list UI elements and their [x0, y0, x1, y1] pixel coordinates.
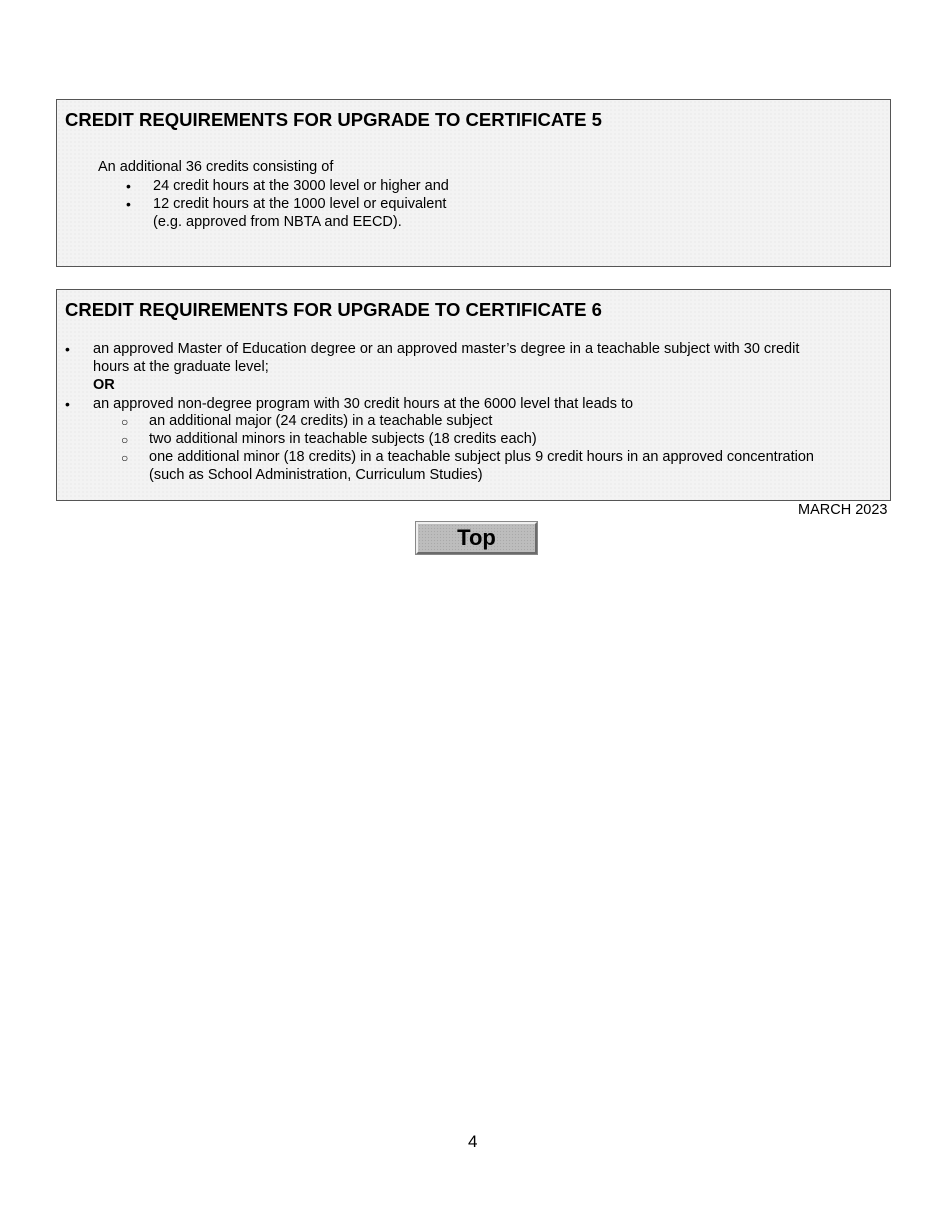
circle-bullet-icon: ○ [121, 433, 129, 447]
bullet-icon: • [126, 178, 131, 194]
top-button[interactable]: Top [416, 522, 537, 554]
sub-list-item: an additional major (24 credits) in a teachable subject [149, 413, 493, 429]
list-item: 12 credit hours at the 1000 level or equivalent [153, 196, 447, 212]
list-item: 24 credit hours at the 3000 level or higher and [153, 178, 449, 194]
certificate-5-heading: CREDIT REQUIREMENTS FOR UPGRADE TO CERTIFICATE 5 [65, 109, 602, 130]
certificate-5-section [56, 99, 891, 267]
circle-bullet-icon: ○ [121, 415, 129, 429]
certificate-6-heading: CREDIT REQUIREMENTS FOR UPGRADE TO CERTIFICATE 6 [65, 299, 602, 320]
certificate-6-section [56, 289, 891, 501]
page-number: 4 [468, 1132, 478, 1151]
list-item: an approved Master of Education degree or an approved master’s degree in a teachable subject with 30 credit [93, 341, 800, 357]
bullet-icon: • [126, 196, 131, 212]
sub-list-item-continuation: (such as School Administration, Curriculum Studies) [149, 467, 483, 483]
revision-date: MARCH 2023 [798, 502, 888, 518]
list-item: an approved non-degree program with 30 credit hours at the 6000 level that leads to [93, 396, 634, 412]
list-item-continuation: hours at the graduate level; [93, 359, 269, 375]
list-item-continuation: (e.g. approved from NBTA and EECD). [153, 214, 402, 230]
or-separator: OR [93, 377, 115, 393]
sub-list-item: two additional minors in teachable subjects (18 credits each) [149, 431, 537, 447]
certificate-5-intro: An additional 36 credits consisting of [98, 159, 334, 175]
circle-bullet-icon: ○ [121, 451, 129, 465]
sub-list-item: one additional minor (18 credits) in a teachable subject plus 9 credit hours in an approved concentration [149, 449, 814, 465]
bullet-icon: • [65, 396, 70, 412]
bullet-icon: • [65, 341, 70, 357]
